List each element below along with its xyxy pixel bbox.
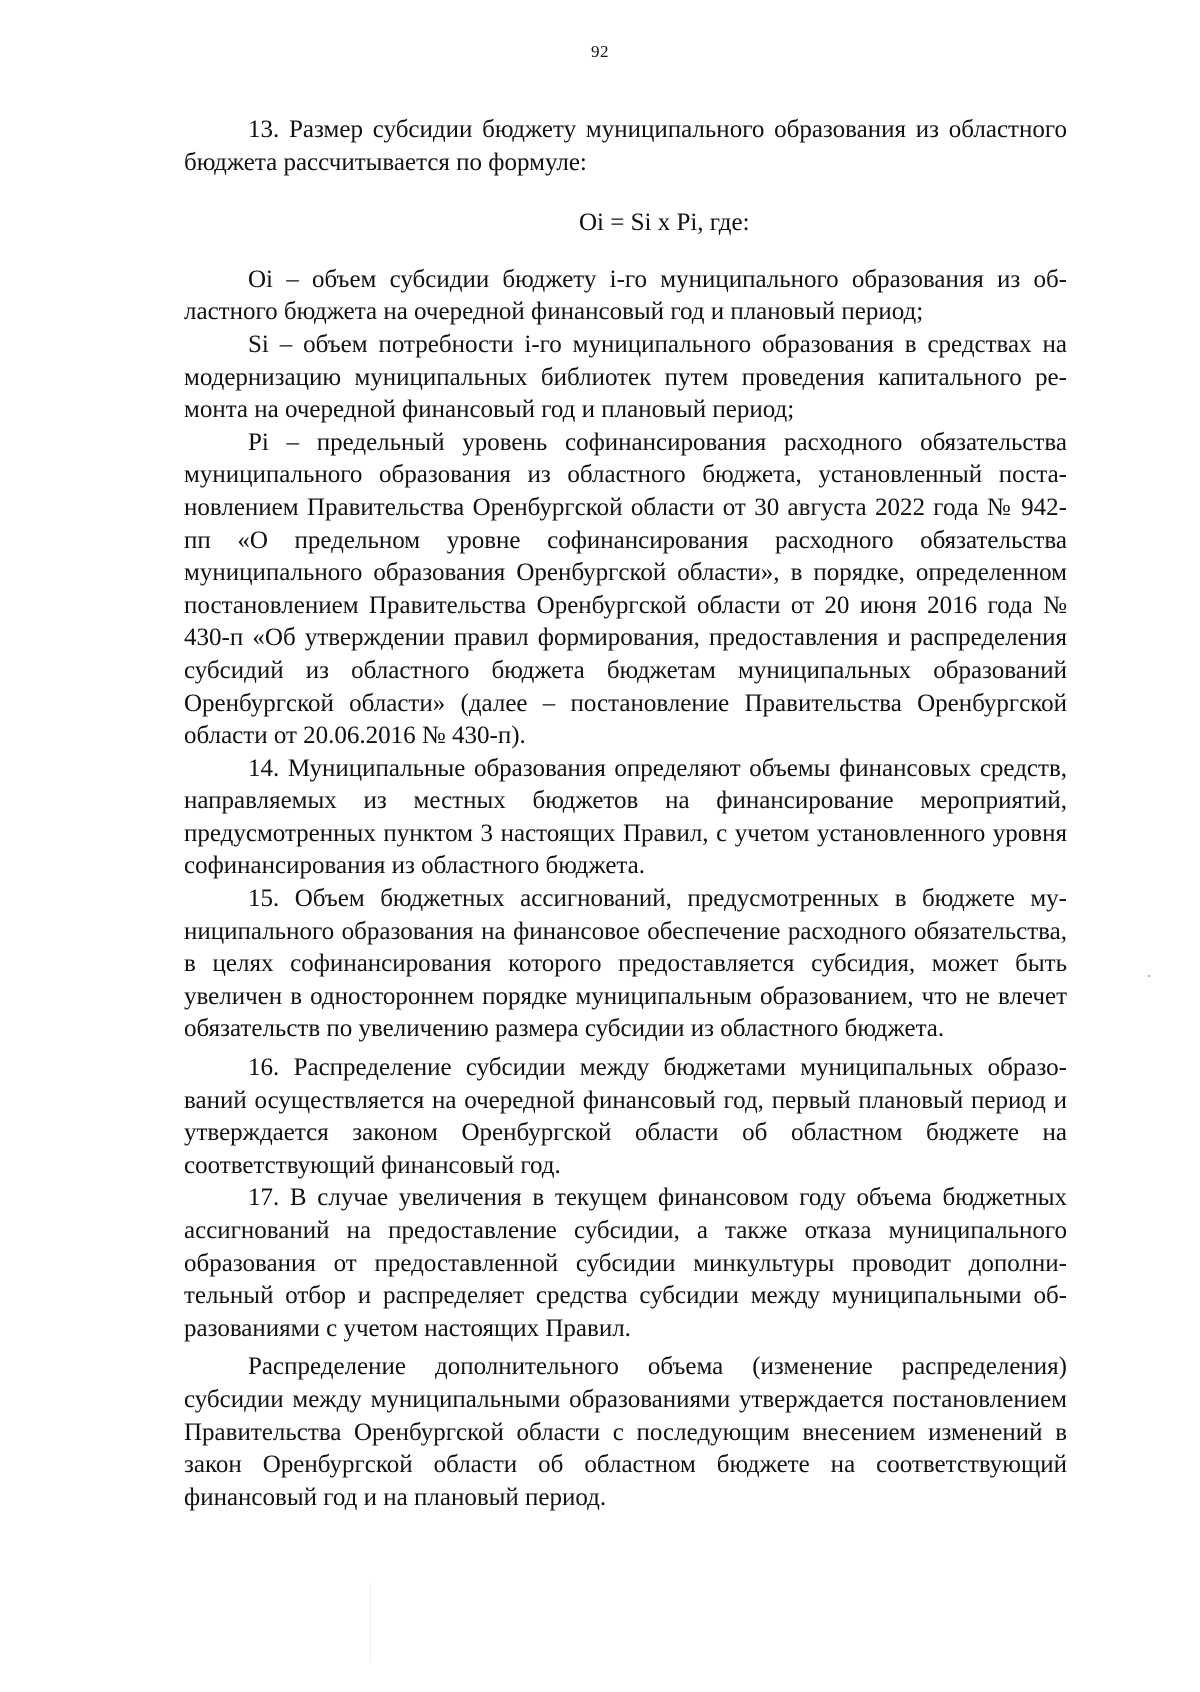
paragraph-redistribution: Распределение дополнительного объема (изменение распределения) субсидии между муниципальными образованиями утверждается постановлением Правительства Оренбургской области с последующим внесением изменений в закон Оренбургской области об областном бюджете на соответствующий финансовый год и на плановый период. [184, 1353, 1067, 1511]
paragraph-16: 16. Распределение субсидии между бюджетами муниципальных образований осуществляется на очередной финансовый год, первый плановый период и утверждается законом Оренбургской области об областном бюджете на соответствующий финансовый год. [184, 1054, 1067, 1179]
scan-artifact-dot [1148, 975, 1150, 977]
paragraph-14: 14. Муниципальные образования определяют объемы финансовых средств, направляемых из местных бюджетов на финансирование мероприятий, предусмотренных пунктом 3 настоящих Правил, с учетом установленного уровня софинансирования из областного бюджета. [184, 754, 1067, 880]
document-body [184, 114, 1067, 1514]
definition-pi: Pi – предельный уровень софинансирования расходного обязательства муниципального образования из областного бюджета, установленный постановлением Правительства Оренбургской области от 30 августа 2022 года № 942-пп «О предельном уровне софинансирования расходного обязательства муниципального образования Оренбургской области», в порядке, определенном постановлением Правительства Оренбургской области от 20 июня 2016 года № 430-п «Об утверждении правил формирования, предоставления и распределения субсидий из областного бюджета бюджетам муниципальных образований Оренбургской области» (далее – постановление Правительства Оренбургской области от 20.06.2016 № 430-п). [184, 428, 1067, 750]
paragraph-15: 15. Объем бюджетных ассигнований, предусмотренных в бюджете муниципального образования на финансовое обеспечение расходного обязательства, в целях софинансирования которого предоставляется субсидия, может быть увеличен в одностороннем порядке муниципальным образованием, что не влечет обязательств по увеличению размера субсидии из областного бюджета. [184, 885, 1067, 1043]
definition-si: Si – объем потребности i-го муниципального образования в средствах на модернизацию муниципальных библиотек путем проведения капитального ремонта на очередной финансовый год и плановый период; [184, 330, 1067, 424]
paragraph-17: 17. В случае увеличения в текущем финансовом году объема бюджетных ассигнований на предоставление субсидии, а также отказа муниципального образования от предоставленной субсидии минкультуры проводит дополнительный отбор и распределяет средства субсидии между муниципальными образованиями с учетом настоящих Правил. [184, 1184, 1067, 1342]
page-number: 92 [591, 42, 609, 61]
formula: Oi = Si x Pi, где: [579, 209, 750, 237]
definition-oi: Oi – объем субсидии бюджету i-го муниципального образования из областного бюджета на очередной финансовый год и плановый период; [184, 265, 1067, 326]
paragraph-13: 13. Размер субсидии бюджету муниципального образования из областного бюджета рассчитывается по формуле: [184, 116, 1067, 176]
scan-artifact-line [370, 1582, 371, 1662]
